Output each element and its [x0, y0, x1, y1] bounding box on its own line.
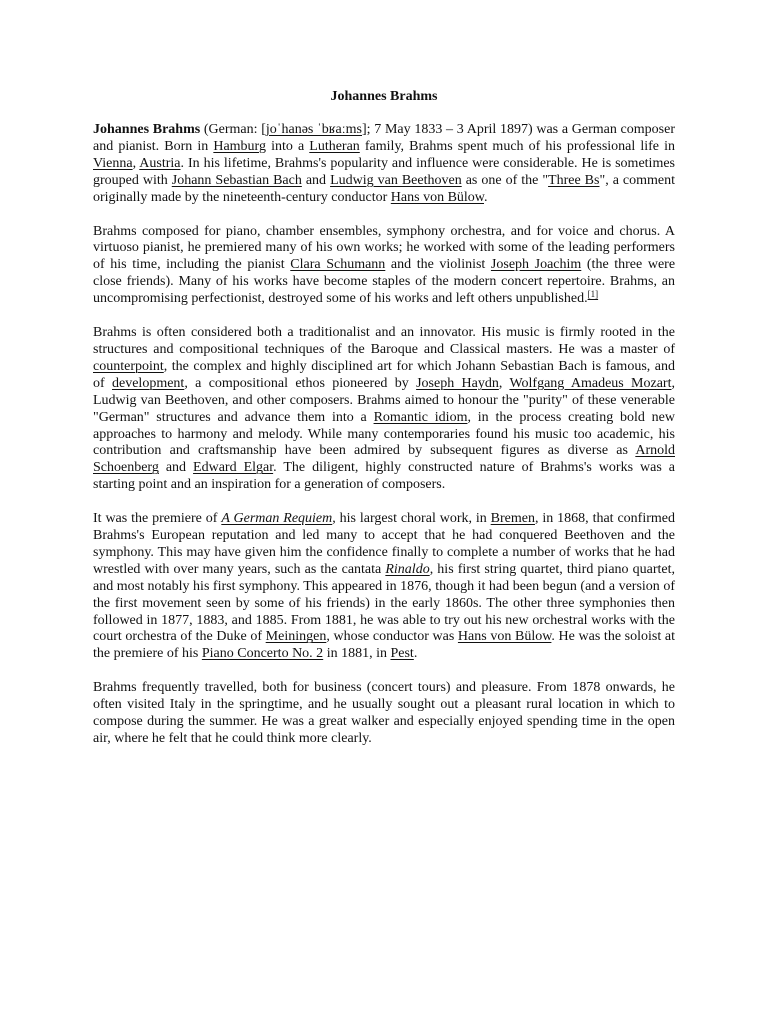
text: ]; 7 May 1833 – 3 April 1897) was a German composer and pianist. Born in [93, 122, 675, 154]
text: and the violinist [385, 257, 491, 273]
link-pest[interactable]: Pest [390, 646, 414, 662]
text: It was the premiere of [93, 511, 222, 527]
link-joseph-haydn[interactable]: Joseph Haydn [416, 375, 499, 391]
link-bach[interactable]: Johann Sebastian Bach [171, 172, 302, 188]
text: ", a comment originally made by the nineteenth-century conductor [93, 172, 676, 205]
link-vienna[interactable]: Vienna [93, 155, 133, 171]
link-beethoven[interactable]: Ludwig van Beethoven [330, 172, 462, 188]
text: in 1881, in [323, 646, 391, 662]
link-clara-schumann[interactable]: Clara Schumann [290, 257, 386, 273]
link-lutheran[interactable]: Lutheran [309, 138, 360, 154]
text: as one of the " [461, 172, 549, 188]
reference-link[interactable]: [1] [587, 289, 599, 300]
link-rinaldo[interactable]: Rinaldo [385, 561, 430, 577]
text: , in 1868, that confirmed Brahms's European reputation and led many to accept that he had conquered Beethoven and the symphony. This may have given him the confidence finally to complete a number of works that he had wrestled with over many years, such as the cantata [93, 511, 675, 577]
text: , in the process creating bold new approaches to harmony and melody. While many contemporaries found his music too academic, his contribution and craftsmanship have been admired by subsequent figures as diverse as [93, 409, 675, 459]
text: and [301, 172, 331, 188]
paragraph-requiem [93, 511, 675, 663]
text: . [413, 646, 418, 662]
text: into a [265, 138, 310, 154]
ipa-pronunciation-link[interactable]: joˈhanəs ˈbʁaːms [265, 122, 362, 137]
link-piano-concerto-2[interactable]: Piano Concerto No. 2 [201, 646, 324, 662]
text: . He was the soloist at the premiere of his [93, 629, 675, 662]
document-title: Johannes Brahms [330, 89, 438, 104]
text: , [498, 375, 510, 391]
link-joseph-joachim[interactable]: Joseph Joachim [490, 257, 582, 273]
text: (German: [ [200, 122, 266, 137]
link-development[interactable]: development [112, 375, 185, 391]
link-hans-von-bulow[interactable]: Hans von Bülow [390, 189, 484, 205]
link-hamburg[interactable]: Hamburg [213, 138, 266, 154]
text: , the complex and highly disciplined art for which Johann Sebastian Bach is famous, and of [93, 358, 675, 391]
text: . [484, 189, 488, 205]
link-german-requiem[interactable]: A German Requiem [221, 511, 333, 527]
link-mozart[interactable]: Wolfgang Amadeus Mozart [509, 375, 672, 391]
text: , Ludwig van Beethoven, and other composers. Brahms aimed to honour the "purity" of these venerable "German" structures and advance them into a [93, 375, 675, 425]
text: Brahms is often considered both a traditionalist and an innovator. His music is firmly rooted in the structures and compositional techniques of the Baroque and Classical masters. He was a master of [93, 325, 675, 357]
text: , [132, 155, 140, 171]
text: , a compositional ethos pioneered by [184, 375, 417, 391]
text: , his largest choral work, in [332, 511, 491, 527]
link-bremen[interactable]: Bremen [490, 511, 535, 527]
link-edward-elgar[interactable]: Edward Elgar [193, 460, 274, 476]
link-romantic-idiom[interactable]: Romantic idiom [373, 409, 468, 425]
link-austria[interactable]: Austria [139, 155, 181, 171]
link-three-bs[interactable]: Three Bs [548, 172, 600, 188]
link-hans-von-bulow[interactable]: Hans von Bülow [457, 629, 552, 645]
article-body [93, 122, 675, 765]
link-counterpoint[interactable]: counterpoint [93, 358, 164, 374]
subject-name: Johannes Brahms [93, 122, 201, 137]
text: , his first string quartet, third piano quartet, and most notably his first symphony. This appeared in 1876, though it had been begun (and a version of the first movement seen by some of his friends) in the early 1860s. The other three symphonies then followed in 1877, 1883, and 1885. From 1881, he was able to try out his new orchestral works with the court orchestra of the Duke of [93, 561, 676, 645]
text: (the three were close friends). Many of his works have become staples of the modern concert repertoire. Brahms, an uncompromising perfectionist, destroyed some of his works and left others unpublished. [93, 257, 676, 307]
paragraph-intro [93, 122, 675, 207]
text: family, Brahms spent much of his professional life in [359, 138, 675, 154]
paragraph-compositions [93, 224, 675, 309]
paragraph-style [93, 325, 675, 494]
text: . The diligent, highly constructed nature of Brahms's works was a starting point and an inspiration for a generation of composers. [93, 460, 675, 493]
text: . In his lifetime, Brahms's popularity and influence were considerable. He is sometimes grouped with [93, 155, 675, 188]
link-meiningen[interactable]: Meiningen [265, 629, 327, 645]
text: , whose conductor was [326, 629, 458, 645]
link-arnold-schoenberg[interactable]: Arnold Schoenberg [93, 443, 675, 476]
paragraph-travel [93, 680, 675, 748]
text: and [158, 460, 194, 476]
text: Brahms frequently travelled, both for business (concert tours) and pleasure. From 1878 onwards, he often visited Italy in the springtime, and he usually sought out a pleasant rural location in which to compose during the summer. He was a great walker and especially enjoyed spending time in the open air, where he felt that he could think more clearly. [93, 680, 675, 746]
text: Brahms composed for piano, chamber ensembles, symphony orchestra, and for voice and chorus. A virtuoso pianist, he premiered many of his own works; he worked with some of the leading performers of his time, including the pianist [93, 223, 675, 273]
